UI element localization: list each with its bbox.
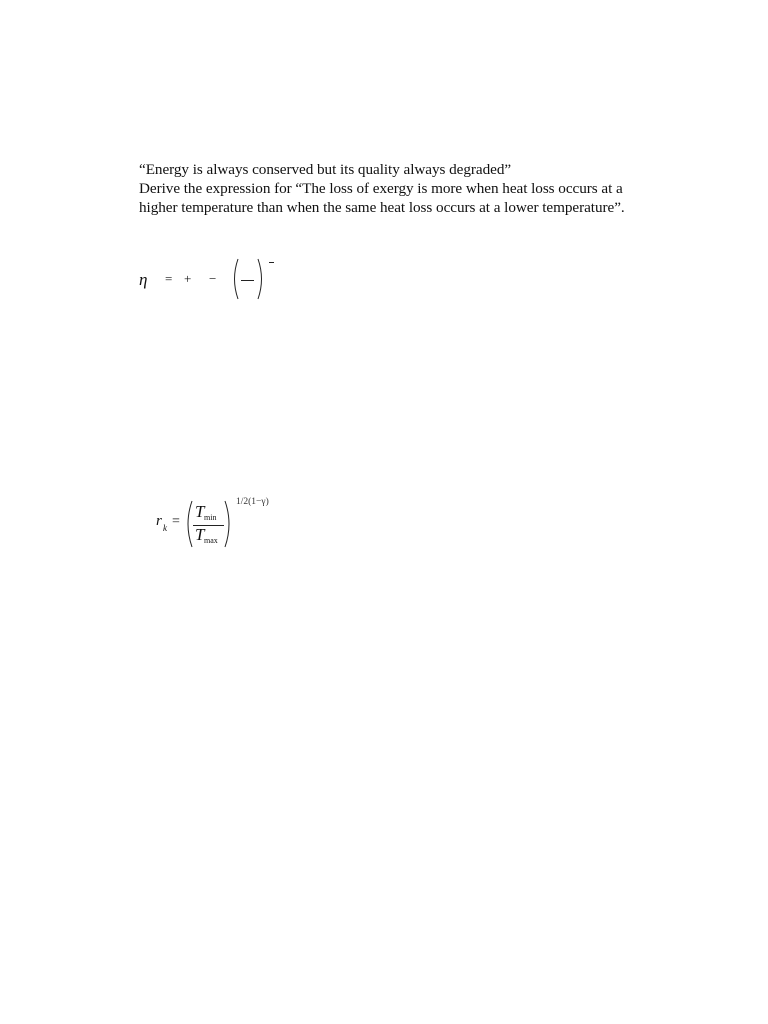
eta-symbol: η [139,270,148,289]
exponent: 1/2(1−γ) [236,497,269,507]
left-paren-icon [230,258,240,300]
r-subscript: k [163,523,167,533]
numerator-t: T [195,502,205,521]
left-paren-icon [184,500,194,548]
question-line-2: higher temperature than when the same heat loss occurs at a lower temperature”. [139,199,625,216]
r-symbol: r [156,513,162,529]
question-line-1: Derive the expression for “The loss of exergy is more when heat loss occurs at a [139,180,623,197]
numerator-subscript: min [204,513,217,522]
exponent-bar [269,262,274,263]
quote-line: “Energy is always conserved but its quality always degraded” [139,161,512,178]
minus-sign: − [209,271,217,286]
equals-sign: = [165,271,173,286]
equals-sign: = [172,514,180,529]
plus-sign: + [184,271,192,286]
denominator-t: T [195,525,205,544]
right-paren-icon [223,500,233,548]
fraction-bar [241,280,254,281]
compression-ratio-equation [156,496,286,556]
efficiency-equation [139,258,289,306]
right-paren-icon [256,258,266,300]
denominator-subscript: max [204,536,218,545]
